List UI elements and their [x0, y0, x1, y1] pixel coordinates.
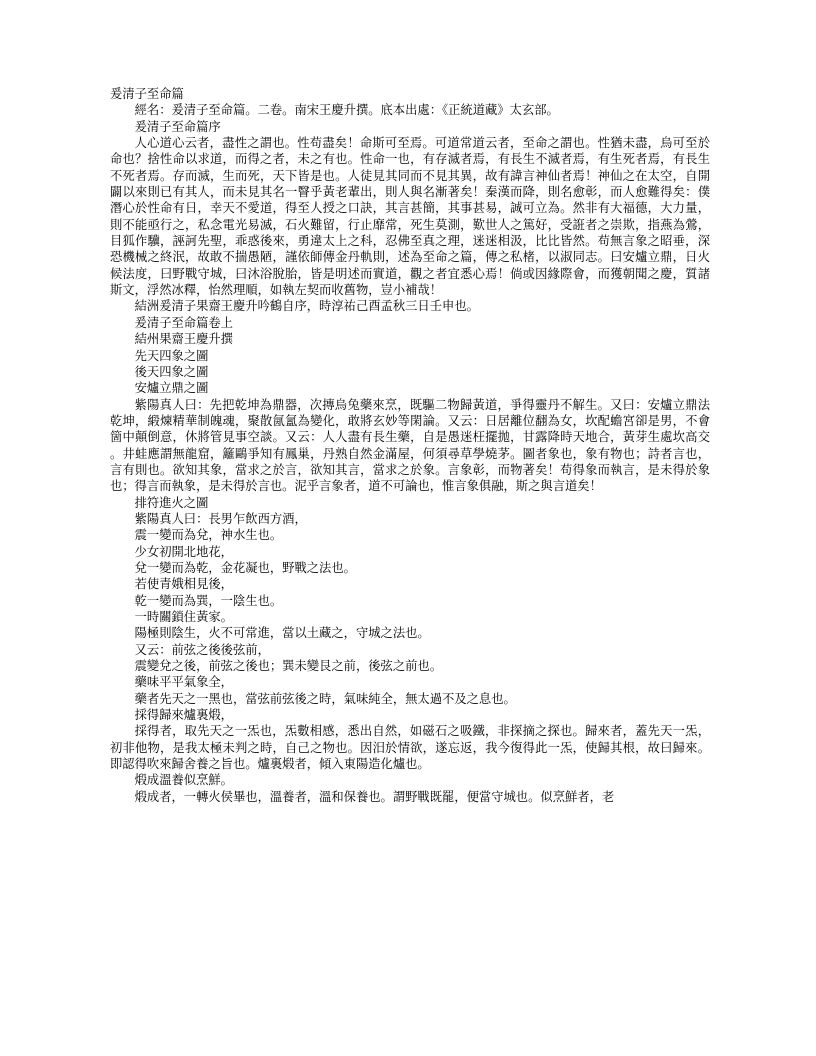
author-attribution: 結州果齋王慶升撰	[134, 332, 233, 347]
verse2-line-1: 又云：前弦之後後弦前，	[134, 642, 270, 657]
verse2-gloss-3: 採得者，取先天之一炁也，炁數相感，悉出自然，如磁石之吸鐵，非探摘之探也。歸來者，蓋先天一炁，初非他物，是我太極未判之時，自己之物也。因汨於情欲，遂忘返，我今復得此一炁，使歸其根，故曰歸來。即認得吹來歸舍養之旨也。爐裏煅者，傾入東陽造化爐也。	[110, 724, 710, 772]
verse-line-1: 紫陽真人曰：長男乍飲西方酒，	[134, 511, 307, 526]
preface-signature: 結洲爰清子果齋王慶升吟鶴自序，時淳祐己酉孟秋三日壬申也。	[134, 299, 479, 314]
verse-line-2: 少女初開北地花，	[134, 544, 233, 559]
verse2-gloss-1: 震變兌之後，前弦之後也；巽未變艮之前，後弦之前也。	[134, 659, 443, 674]
verse-line-4: 一時關鎖住黃家。	[134, 610, 233, 624]
preface-heading: 爰清子至命篇序	[134, 119, 221, 134]
figure-heading-paifujinhuo: 排符進火之圖	[134, 495, 209, 510]
ziyang-commentary-paragraph: 紫陽真人曰：先把乾坤為鼎器，次摶烏兔藥來烹，既驅二物歸黃道，爭得靈丹不解生。又曰：安爐立鼎法乾坤，緞煉精華制魄魂，聚散氤氳為變化，敢將玄妙等閑論。又云：日居離位翻為女，坎配蟾宮卻是男，不會箇中顛倒意，休將管見事空談。又云：人人盡有長生藥，自是愚迷枉擺拋，甘露降時天地合，黃芽生處坎高交。井蛙應謂無龍窟，籬鷗爭知有鳳巢，丹熟自然金滿屋，何須尋草學燒茅。圖者象也，象有物也；詩者言也，言有則也。欲知其象，當求之於言，欲知其言，當求之於象。言象彰，而物著矣！苟得象而執言，是未得於象也；得言而執象，是未得於言也。泥乎言象者，道不可論也，惟言象俱融，斯之與言道矣！	[110, 397, 710, 494]
figure-heading-anluliding: 安爐立鼎之圖	[134, 381, 209, 396]
figure-heading-xiantian: 先天四象之圖	[134, 348, 209, 363]
verse-line-3: 若使青娥相見後，	[134, 577, 233, 592]
scripture-metadata: 經名：爰清子至命篇。二卷。南宋王慶升撰。底本出處：《正統道藏》太玄部。	[134, 103, 559, 118]
figure-heading-houtian: 後天四象之圖	[134, 364, 209, 379]
preface-paragraph: 人心道心云者，盡性之謂也。性苟盡矣！命斯可至焉。可道常道云者，至命之謂也。性猶未盡，烏可至於命也？捨性命以求道，而得之者，未之有也。性命一也，有存滅者焉，有長生不滅者焉，有生死者焉，有長生不死者焉。存而滅，生而死，天下皆是也。人徒見其同而不見其異，故有諱言神仙者焉！神仙之在太空，自開闢以來則已有其人，而未見其名一瞖乎黃老輩出，則人與名漸著矣！秦漢而降，則名愈彰，而人愈難得矣：僕潛心於性命有日，幸天不愛道，得至人授之口訣，其言甚簡，其事甚易，誠可立為。然非有大福德，大力量，則不能亟行之，私念電光易滅，石火難留，行止靡常，死生莫測，歎世人之篤好，受誑者之崇欺，指燕為鶯，目狐作驥，誣訶先聖，乖惑後來，勇違太上之科，忍佛至真之理，迷迷相汲，比比皆然。苟無言象之昭垂，深恐機械之終泯，故敢不揣愚陋，謹依師傳金丹軌則，述為至命之篇，傳之私楮，以淑同志。曰安爐立鼎，日火候法度，曰野戰守城，曰沐浴脫胎，皆是明述而實道，觀之者宜悉心焉！倘或因緣際會，而獲朝聞之慶，質諸斯文，浮然冰釋，怡然理順，如執左契而收舊物，豈小補哉！	[110, 136, 710, 298]
verse2-line-3: 採得歸來爐裏煅，	[134, 708, 233, 723]
verse2-gloss-2: 藥者先天之一黑也，當弦前弦後之時，氣味純全，無太過不及之息也。	[134, 691, 516, 706]
verse2-gloss-4: 煅成者，一轉火侯畢也，溫養者，溫和保養也。謂野戰既罷，便當守城也。似烹鮮者，老	[134, 789, 615, 804]
volume-heading: 爰清子至命篇卷上	[134, 315, 233, 330]
verse-gloss-2: 兌一變而為乾，金花凝也，野戰之法也。	[134, 560, 356, 575]
verse-gloss-1: 震一變而為兌，神水生也。	[134, 528, 283, 543]
verse-gloss-3: 乾一變而為巽，一陰生也。	[134, 593, 283, 608]
document-title: 爰清子至命篇	[110, 87, 184, 101]
verse2-line-2: 藥味平平氣象全，	[134, 675, 233, 690]
document-body	[110, 86, 710, 805]
verse2-line-4: 煅成溫養似烹鮮。	[134, 773, 233, 788]
verse-gloss-4: 陽極則陰生，火不可常進，當以土藏之，守城之法也。	[134, 626, 430, 641]
